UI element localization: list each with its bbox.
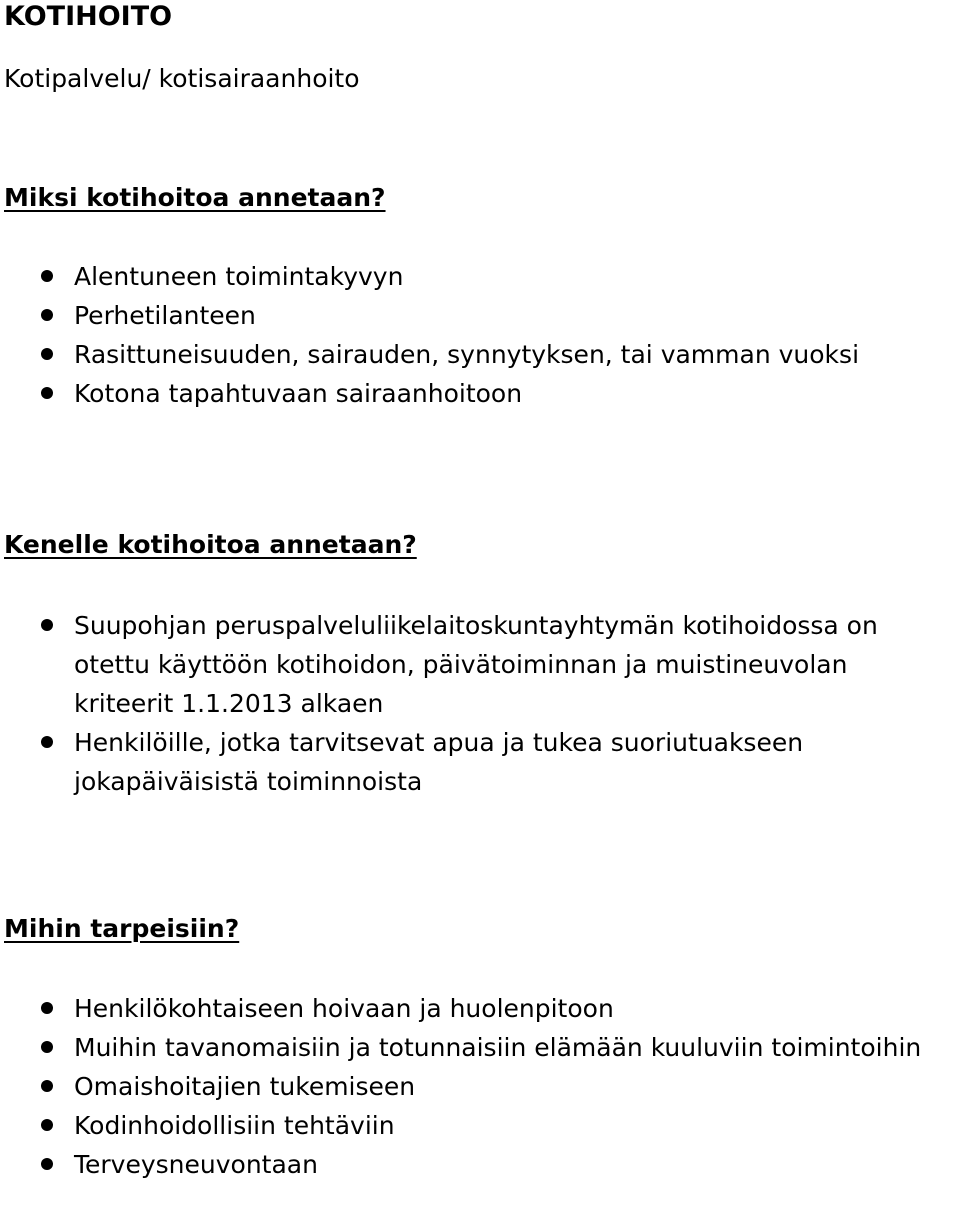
bullet-icon	[41, 1041, 53, 1053]
list-item-text: Perhetilanteen	[74, 301, 256, 330]
section-list-why	[0, 257, 960, 413]
bullet-icon	[41, 1158, 53, 1170]
list-item	[0, 989, 960, 1028]
list-item	[0, 723, 929, 801]
list-item-text: Henkilöille, jotka tarvitsevat apua ja tukea suoriutuakseen jokapäiväisistä toiminnoista	[74, 728, 804, 796]
list-item-text: Terveysneuvontaan	[74, 1150, 318, 1179]
list-item	[0, 606, 929, 723]
bullet-icon	[41, 309, 53, 321]
section-heading-who: Kenelle kotihoitoa annetaan?	[4, 530, 417, 559]
section-heading-needs: Mihin tarpeisiin?	[4, 914, 240, 943]
list-item	[0, 1067, 960, 1106]
list-item-text: Muihin tavanomaisiin ja totunnaisiin elämään kuuluviin toimintoihin	[74, 1033, 922, 1062]
bullet-icon	[41, 1119, 53, 1131]
bullet-icon	[41, 387, 53, 399]
list-item-text: Omaishoitajien tukemiseen	[74, 1072, 416, 1101]
list-item-text: Kotona tapahtuvaan sairaanhoitoon	[74, 379, 523, 408]
list-item	[0, 1106, 960, 1145]
list-item	[0, 296, 960, 335]
list-item	[0, 335, 960, 374]
bullet-icon	[41, 270, 53, 282]
list-item	[0, 257, 960, 296]
list-item	[0, 374, 960, 413]
bullet-icon	[41, 736, 53, 748]
list-item	[0, 1028, 960, 1067]
bullet-icon	[41, 1080, 53, 1092]
document-subtitle: Kotipalvelu/ kotisairaanhoito	[4, 64, 360, 93]
section-list-who	[0, 606, 960, 801]
list-item-text: Henkilökohtaiseen hoivaan ja huolenpitoon	[74, 994, 614, 1023]
list-item	[0, 1145, 960, 1184]
list-item-text: Rasittuneisuuden, sairauden, synnytyksen, tai vamman vuoksi	[74, 340, 860, 369]
section-heading-why: Miksi kotihoitoa annetaan?	[4, 183, 386, 212]
bullet-icon	[41, 619, 53, 631]
section-list-needs	[0, 989, 960, 1184]
bullet-icon	[41, 348, 53, 360]
document-title: KOTIHOITO	[4, 1, 173, 32]
list-item-text: Alentuneen toimintakyvyn	[74, 262, 404, 291]
list-item-text: Kodinhoidollisiin tehtäviin	[74, 1111, 395, 1140]
bullet-icon	[41, 1002, 53, 1014]
list-item-text: Suupohjan peruspalveluliikelaitoskuntayhtymän kotihoidossa on otettu käyttöön kotihoidon, päivätoiminnan ja muistineuvolan kriteerit 1.1.2013 alkaen	[74, 611, 878, 718]
